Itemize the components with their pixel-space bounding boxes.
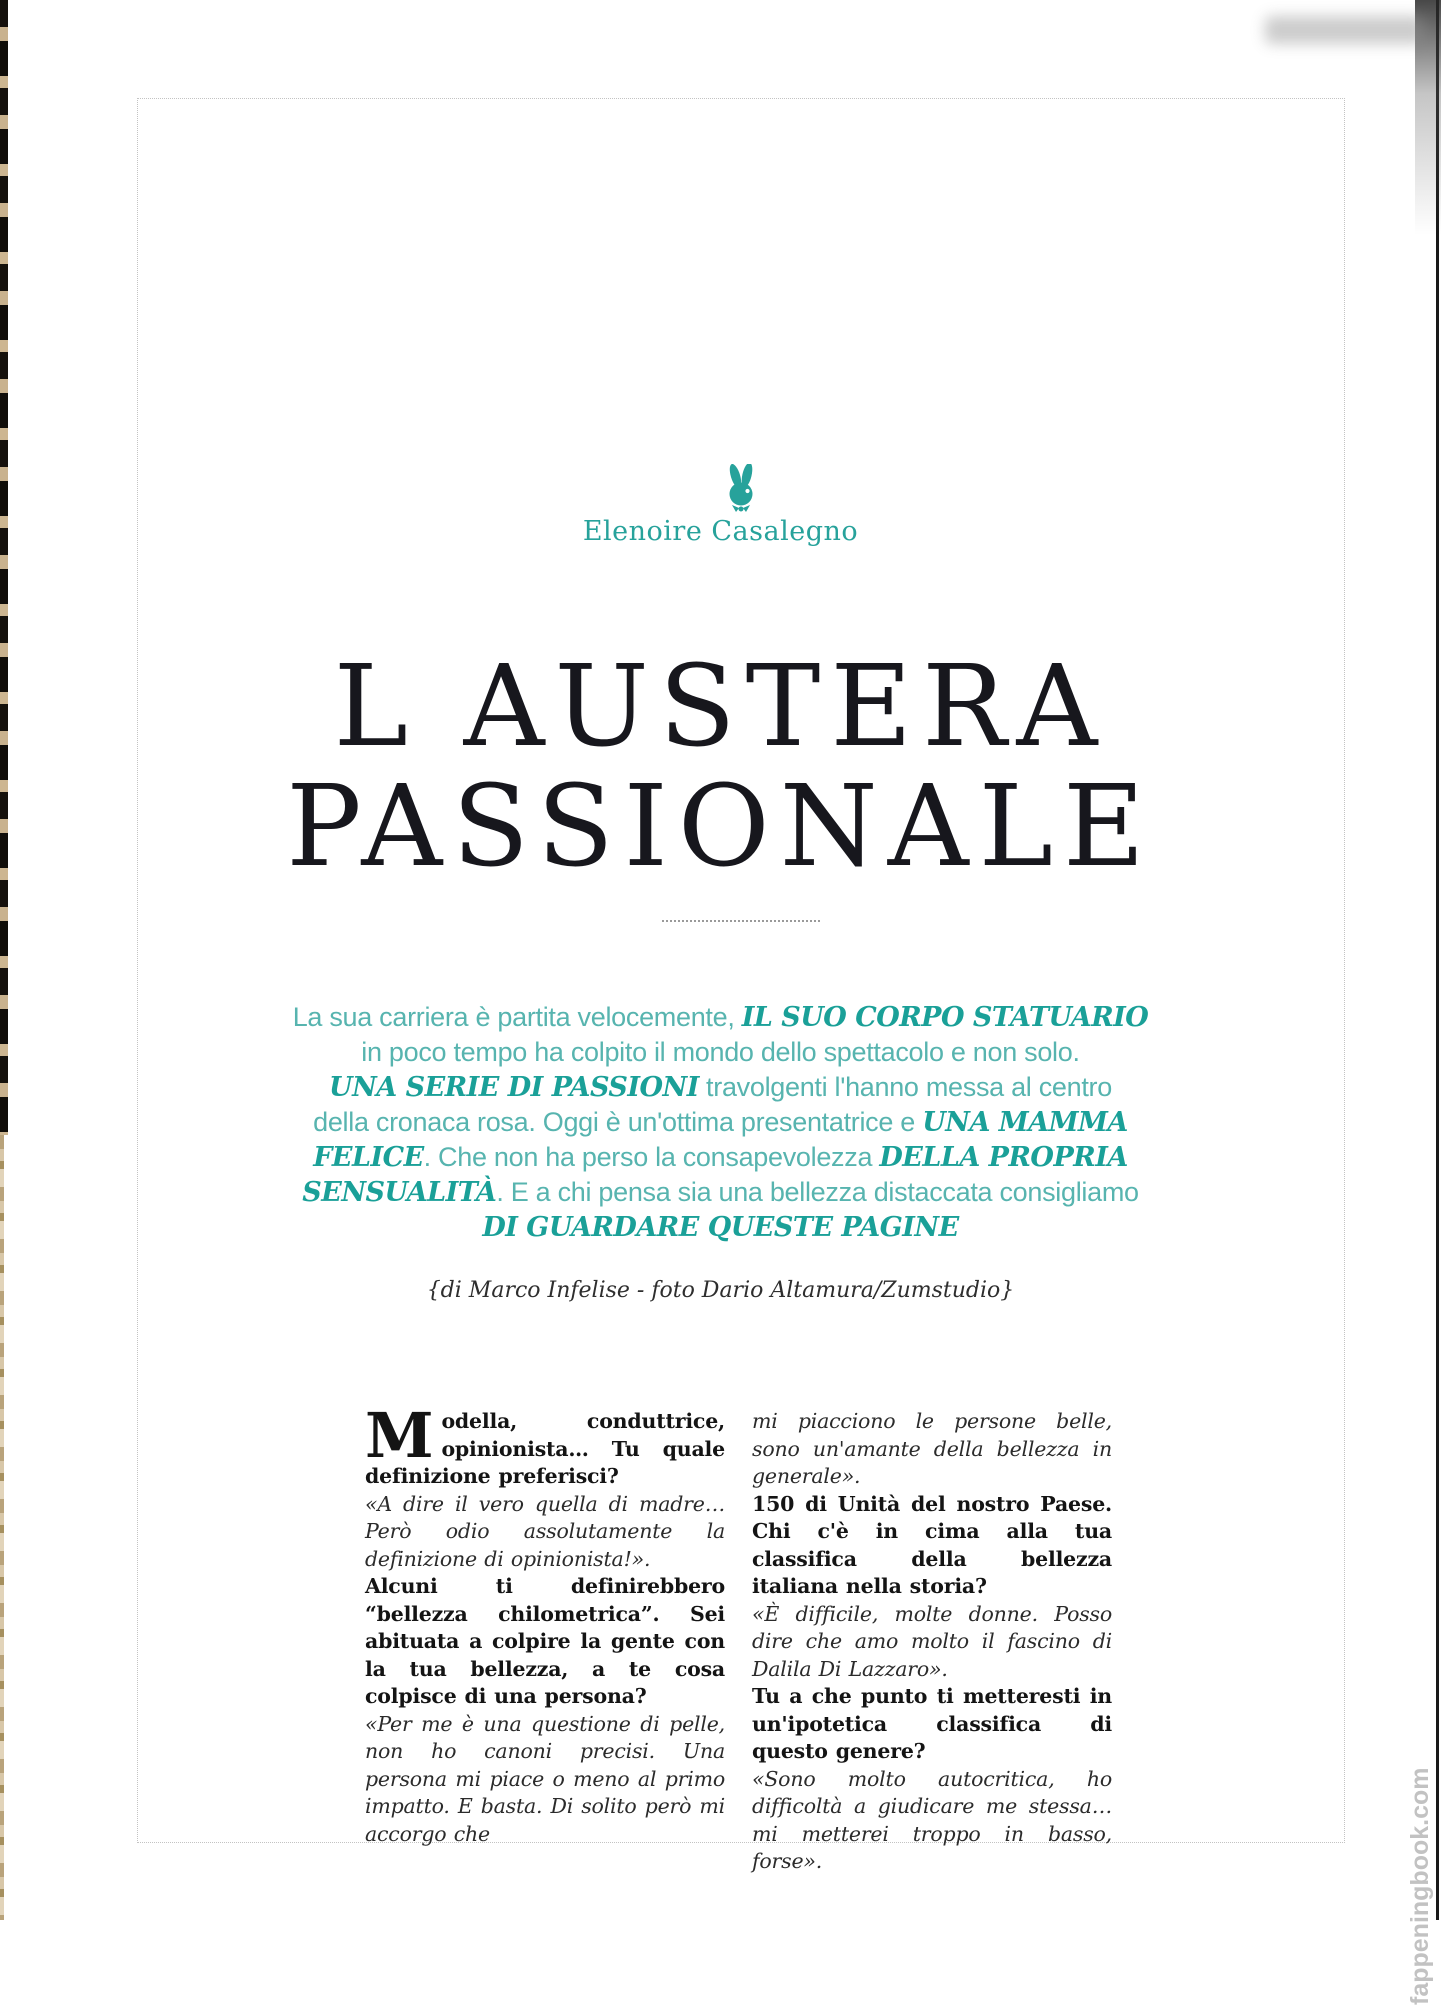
interview-answer: «Per me è una questione di pelle, non ho canoni precisi. Una persona mi piace o meno al primo impatto. E basta. Di solito però mi accorgo che [365,1711,725,1849]
standfirst-emphasis: DI GUARDARE QUESTE PAGINE [482,1212,958,1243]
standfirst-emphasis: DELLA PROPRIA [879,1142,1127,1173]
title-divider [662,920,820,922]
top-right-smudge [1265,16,1425,44]
watermark-text: fappeningbook.com [1406,1768,1435,2005]
right-scan-edge [1436,0,1439,1920]
standfirst-text: La sua carriera è partita velocemente, [293,1002,742,1032]
standfirst-line [240,1070,1201,1105]
standfirst-text: . E a chi pensa sia una bellezza distaccata consigliamo [496,1177,1138,1207]
kicker-author-name: Elenoire Casalegno [0,516,1441,547]
interview-answer: mi piacciono le persone belle, sono un'amante della bellezza in generale». [752,1408,1112,1491]
standfirst-emphasis: SENSUALITÀ [302,1177,496,1208]
article-column-2 [752,1408,1112,1876]
left-page-edge [0,1135,4,1920]
interview-answer: «A dire il vero quella di madre… Però odio assolutamente la definizione di opinionista!». [365,1491,725,1574]
interview-question: Modella, conduttrice, opinionista… Tu quale definizione preferisci? [365,1408,725,1491]
playboy-bunny-icon [722,464,760,516]
standfirst-line [240,1105,1201,1140]
interview-answer: «Sono molto autocritica, ho difficoltà a giudicare me stessa… mi metterei troppo in basso, forse». [752,1766,1112,1876]
article-column-1 [365,1408,725,1876]
standfirst-line [240,1175,1201,1210]
standfirst-text: travolgenti l'hanno messa al centro [699,1072,1112,1102]
standfirst-line [240,1000,1201,1035]
interview-question: Tu a che punto ti metteresti in un'ipotetica classifica di questo genere? [752,1683,1112,1766]
standfirst-emphasis: IL SUO CORPO STATUARIO [742,1002,1149,1033]
standfirst-text: della cronaca rosa. Oggi è un'ottima presentatrice e [313,1107,922,1137]
page-title-line2: PASSIONALE [0,762,1441,892]
standfirst-emphasis: UNA MAMMA [922,1107,1128,1138]
standfirst-emphasis: FELICE [313,1142,423,1173]
standfirst-text: in poco tempo ha colpito il mondo dello spettacolo e non solo. [361,1037,1079,1067]
page-title-line1: L AUSTERA [0,642,1441,772]
drop-cap: M [365,1411,433,1461]
standfirst-text: . Che non ha perso la consapevolezza [424,1142,880,1172]
film-strip-edge [0,0,8,1135]
standfirst [240,1000,1201,1245]
interview-question: Alcuni ti definirebbero “bellezza chilometrica”. Sei abituata a colpire la gente con la tua bellezza, a te cosa colpisce di una persona? [365,1573,725,1711]
interview-answer: «È difficile, molte donne. Posso dire che amo molto il fascino di Dalila Di Lazzaro». [752,1601,1112,1684]
standfirst-line [240,1140,1201,1175]
article-body [365,1408,1112,1876]
standfirst-line [240,1035,1201,1070]
standfirst-emphasis: UNA SERIE DI PASSIONI [329,1072,699,1103]
standfirst-line [240,1210,1201,1245]
byline: {di Marco Infelise - foto Dario Altamura/Zumstudio} [0,1278,1441,1303]
interview-question: 150 di Unità del nostro Paese. Chi c'è in cima alla tua classifica della bellezza italiana nella storia? [752,1491,1112,1601]
